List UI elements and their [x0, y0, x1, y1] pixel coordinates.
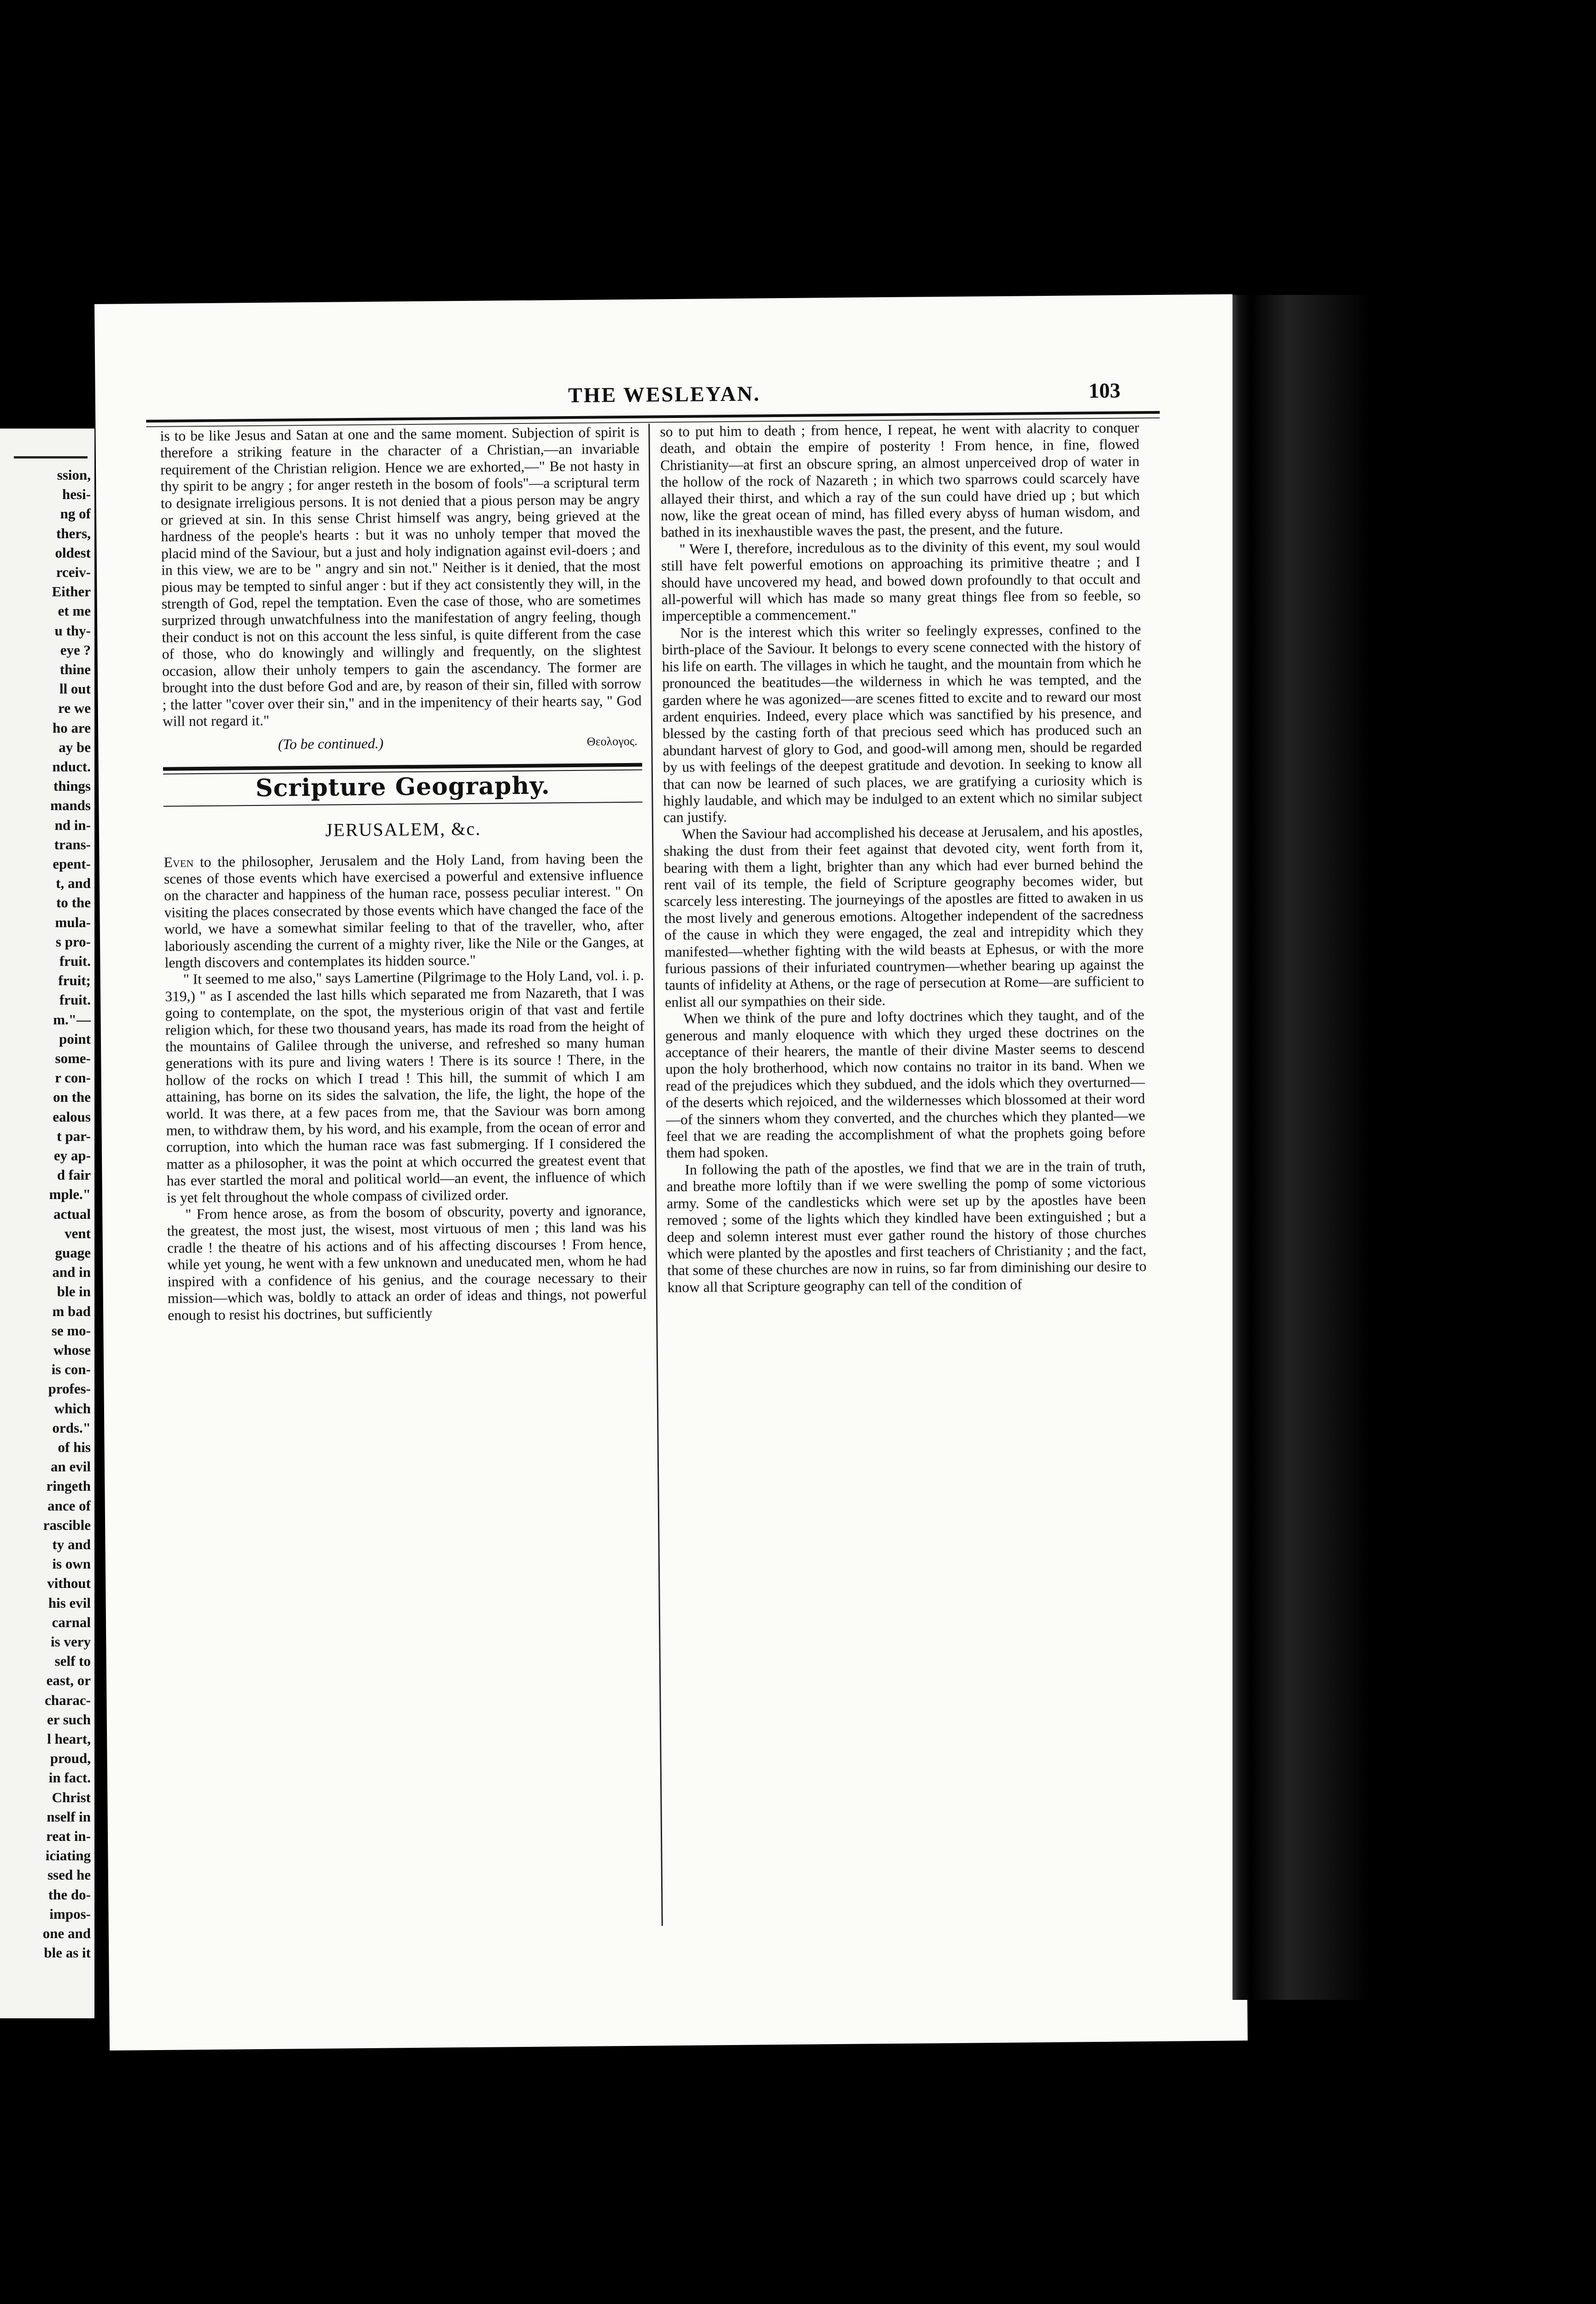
- facing-page-fragment: on the: [53, 1089, 91, 1105]
- right-column: [660, 419, 1146, 1296]
- facing-page-fragment: and in: [52, 1264, 91, 1281]
- facing-page-fragment: mula-: [55, 914, 91, 930]
- facing-page-fragment: m."—: [53, 1011, 91, 1028]
- article-paragraph: so to put him to death ; from hence, I repeat, he went with alacrity to conquer death, and obtain the empire of posterity ! From hence, in fine, flowed Christianity—at first an obscure spring, an almost unperceived drop of water in the hollow of the rock of Nazareth ; in which two sparrows could scarcely have allayed their thirst, and which a ray of the sun could have dried up ; but which now, like the great ocean of mind, has filled every abyss of human wisdom, and bathed in its inexhaustible waves the past, the present, and the future.: [660, 419, 1140, 541]
- running-title: THE WESLEYAN.: [568, 382, 761, 407]
- facing-page-fragment: mands: [50, 797, 91, 814]
- facing-page-fragment: one and: [42, 1925, 91, 1941]
- book-fore-edge: [1232, 295, 1398, 2000]
- facing-page-fragment: t par-: [57, 1128, 91, 1144]
- article-paragraph: In following the path of the apostles, we find that we are in the train of truth, and breathe more loftily than if we were swelling the pomp of some victorious army. Some of the candlesticks which were set up by the apostles have been removed ; some of the lights which they kindled have been extinguished ; but a deep and solemn interest must ever gather round the history of those churches which were planted by the apostles and first teachers of Christianity ; and the fact, that some of these churches are now in ruins, so far from diminishing our desire to know all that Scripture geography can tell of the condition of: [666, 1158, 1147, 1295]
- article-paragraph: " Were I, therefore, incredulous as to the divinity of this event, my soul would still have felt powerful emotions on approaching its primitive theatre ; and I should have uncovered my head, and bowed down profoundly to that occult and all-powerful will which has made so many great things flee from so feeble, so imperceptible a commencement.": [661, 537, 1141, 624]
- facing-page-fragment: whose: [53, 1342, 91, 1358]
- facing-page-fragment: iciating: [45, 1847, 91, 1864]
- facing-page-fragment: t, and: [56, 875, 91, 892]
- facing-page-fragment: se mo-: [51, 1322, 91, 1339]
- facing-page-fragment: ey ap-: [53, 1147, 91, 1164]
- facing-page-fragment: s pro-: [55, 933, 91, 950]
- facing-page-fragment: is very: [51, 1634, 91, 1650]
- facing-page-fragment: an evil: [51, 1458, 91, 1475]
- article-paragraph: When we think of the pure and lofty doctrines which they taught, and of the generous and manly eloquence with which they urged these doctrines on the acceptance of their hearers, the mantle of their divine Master seems to descend upon the holy brotherhood, which now contains no traitor in its band. When we read of the prejudices which they subdued, and the idols which they overturned—of the deserts which rejoiced, and the wildernesses which blossomed at their word—of the sinners whom they converted, and the churches which they planted—we feel that we are reading the accomplishment of what the prophets going before them had spoken.: [665, 1006, 1145, 1161]
- column-divider: [648, 423, 663, 1926]
- article-paragraph: " It seemed to me also," says Lamertine (Pilgrimage to the Holy Land, vol. i. p. 319,) " as I ascended the last hills which separated me from Nazareth, that I was going to contemplate, on the spot, the mysterious origin of that vast and fertile religion which, for these two thousand years, has made its road from the height of the mountains of Galilee through the universe, and refreshed so many human generations with its pure and living waters ! There is its source ! There, in the hollow of the rocks on which I tread ! This hill, the summit of which I am attaining, has borne on its sides the salvation, the life, the light, the hope of the world. It was there, at a few paces from me, that the Saviour was born among men, to withdraw them, by his word, and his example, from the ocean of error and corruption, into which the human race was fast submerging. If I considered the matter as a philosopher, it was the point at which occurred the greatest event that has ever startled the moral and political world—an event, the influence of which is yet felt throughout the whole compass of civilized order.: [164, 967, 646, 1206]
- facing-page-fragment: d fair: [57, 1167, 91, 1183]
- facing-page-fragment: charac-: [45, 1692, 91, 1708]
- facing-page-fragment: nself in: [47, 1808, 91, 1825]
- facing-page-fragment: profes-: [48, 1381, 91, 1397]
- facing-page-fragment: carnal: [52, 1614, 91, 1630]
- facing-page-fragment: oldest: [55, 544, 91, 561]
- facing-page-fragment: mple.": [49, 1186, 91, 1203]
- facing-page-fragment: ble in: [57, 1283, 91, 1300]
- facing-page-fragment: ance of: [47, 1497, 91, 1514]
- facing-page-fragment: nd in-: [54, 817, 91, 833]
- page-number: 103: [1088, 378, 1121, 403]
- facing-page-fragment: ll out: [59, 681, 91, 697]
- facing-page-fragment: rceiv-: [56, 564, 91, 580]
- article-paragraph-text: to the philosopher, Jerusalem and the Holy Land, from having been the scenes of those events which have exercised a powerful and extensive influence on the character and happiness of the human race, possess peculiar interest. " On visiting the places consecrated by those events which have changed the face of the world, we have a somewhat similar feeling to that of the traveller, who, after laboriously ascending the current of a mighty river, like the Nile or the Ganges, at length discovers and contemplates its hidden source.": [164, 850, 644, 971]
- facing-page-fragment: actual: [53, 1205, 91, 1222]
- continuation-line: [163, 733, 642, 754]
- newspaper-page: [94, 294, 1248, 2050]
- facing-page-fragment: some-: [55, 1050, 91, 1066]
- facing-page-fragment: l heart,: [47, 1731, 91, 1747]
- facing-page-fragment: trans-: [54, 836, 91, 852]
- facing-page-fragment: self to: [54, 1653, 91, 1669]
- facing-page-fragment: the do-: [48, 1886, 91, 1903]
- facing-page-fragment: ble as it: [44, 1945, 91, 1961]
- facing-page-rule: [14, 456, 88, 458]
- facing-page-fragment: impos-: [49, 1905, 91, 1922]
- facing-page-fragment: ringeth: [46, 1478, 91, 1494]
- left-column: [160, 424, 647, 1324]
- facing-page-fragment: epent-: [53, 856, 91, 872]
- facing-page-fragment: nduct.: [52, 758, 91, 775]
- facing-page-fragment: vent: [65, 1225, 91, 1241]
- facing-page-fragment: r con-: [55, 1070, 91, 1086]
- facing-page-fragment: vithout: [47, 1575, 91, 1592]
- facing-page-fragment: things: [53, 778, 91, 794]
- facing-page-fragment: ords.": [52, 1419, 91, 1436]
- facing-page-fragment: ealous: [53, 1108, 91, 1125]
- facing-page-fragment: er such: [47, 1711, 91, 1728]
- facing-page-fragment: ssed he: [47, 1867, 91, 1883]
- facing-page-fragment: is own: [52, 1556, 91, 1572]
- facing-page-fragment: hesi-: [62, 486, 91, 503]
- facing-page-fragment: ng of: [60, 505, 91, 522]
- facing-page-fragment: fruit;: [58, 972, 91, 989]
- article-paragraph: Nor is the interest which this writer so feelingly expresses, confined to the birth-place of the Saviour. It belongs to every scene connected with the history of his life on earth. The villages in which he taught, and the mountain from which he pronounced the beatitudes—the wilderness in which he was tempted, and the garden where he was agonized—are scenes fitted to excite and to reward our most ardent enquiries. Indeed, every place which was sanctified by his presence, and blessed by the casting forth of that precious seed which has produced such an abundant harvest of glory to God, and good-will among men, should be regarded by us with feelings of the deepest gratitude and devotion. In seeking to know all that can now be learned of such places, we are gratifying a curiosity which is highly laudable, and which may be indulged to an extent which no similar subject can justify.: [662, 621, 1143, 826]
- facing-page-fragment: point: [59, 1030, 91, 1047]
- facing-page-fragment: Christ: [52, 1789, 91, 1805]
- facing-page-fragment: in fact.: [48, 1769, 91, 1786]
- facing-page-fragment: is con-: [51, 1361, 91, 1378]
- body-paragraph: is to be like Jesus and Satan at one and the same moment. Subjection of spirit is therefore a striking feature in the character of a Christian,—an invariable requirement of the Christian religion. Hence we are exhorted,—" Be not hasty in thy spirit to be angry ; for anger resteth in the bosom of fools"—a scriptural term to designate irreligious persons. It is not denied that a pious person may be angry or grieved at sin. In this sense Christ himself was angry, being grieved at the hardness of the people's hearts : but it was no unholy temper that moved the placid mind of the Saviour, but a just and holy indignation against evil-doers ; and in this view, we are to be " angry and sin not." Neither is it denied, that the most pious may be tempted to sinful anger : but if they act consistently they will, in the strength of God, repel the temptation. Even the case of those, who are sometimes surprized through unwatchfulness into the manifestation of angry feeling, though their conduct is not on this account the less sinful, is quite different from the case of those, who do knowingly and willingly and frequently, on the slightest occasion, allow their unholy tempers to gain the ascendancy. The former are brought into the dust before God and are, by reason of their sin, filled with sorrow ; the latter "cover over their sin," and in the impenitency of their hearts say, " God will not regard it.": [160, 423, 642, 729]
- facing-page-fragment: which: [54, 1400, 91, 1416]
- section-heading: Scripture Geography.: [255, 771, 551, 802]
- facing-page-strip: [0, 429, 94, 2018]
- author-signature: Θεολογος.: [587, 735, 638, 749]
- to-be-continued: (To be continued.): [278, 735, 384, 752]
- page-header: [95, 377, 1234, 419]
- facing-page-fragment: eye ?: [60, 641, 91, 658]
- facing-page-fragment: re we: [58, 700, 91, 717]
- facing-page-fragment: ty and: [52, 1536, 91, 1552]
- facing-page-fragment: fruit.: [59, 953, 91, 969]
- facing-page-fragment: et me: [58, 603, 91, 619]
- facing-page-fragment: his evil: [48, 1594, 91, 1611]
- facing-page-fragment: thine: [59, 661, 91, 677]
- facing-page-fragment: m bad: [52, 1303, 91, 1319]
- article-paragraph: " From hence arose, as from the bosom of obscurity, poverty and ignorance, the greatest, the most just, the wisest, most virtuous of men ; this land was his cradle ! the theatre of his actions and of his affecting discourses ! From hence, while yet young, he went with a few unknown and uneducated men, whom he had inspired with a confidence of his genius, and the courage necessary to their mission—which was, boldly to attack an order of ideas and things, not powerful enough to resist his doctrines, but sufficiently: [167, 1202, 647, 1323]
- facing-page-fragment: ho are: [53, 719, 91, 736]
- drop-word: Even: [164, 853, 194, 870]
- facing-page-fragment: east, or: [46, 1672, 91, 1689]
- facing-page-fragment: guage: [55, 1245, 91, 1261]
- article-paragraph: When the Saviour had accomplished his decease at Jerusalem, and his apostles, shaking the dust from their feet against that devoted city, went forth from it, bearing with them a light, brighter than any which had ever burned behind the rent vail of its temple, the field of Scripture geography becomes wider, but scarcely less interesting. The journeyings of the apostles are fitted to awaken in us the most lively and generous emotions. Altogether independent of the sacredness of the cause in which they were engaged, the zeal and intrepidity which they manifested—whether fighting with the wild beasts at Ephesus, or with the more furious passions of their infuriated countrymen—whether bearing up against the taunts of infidelity at Athens, or the rage of persecution at Rome—are sufficient to enlist all our sympathies on their side.: [663, 822, 1144, 1011]
- article-paragraph: [164, 850, 644, 971]
- facing-page-fragment: Either: [52, 583, 91, 600]
- facing-page-fragment: u thy-: [54, 622, 91, 639]
- facing-page-fragment: proud,: [50, 1750, 91, 1767]
- section-heading-rule: [164, 802, 643, 807]
- facing-page-fragment: fruit.: [59, 992, 91, 1008]
- facing-page-fragment: thers,: [56, 525, 91, 541]
- facing-page-fragment: ssion,: [57, 467, 91, 483]
- article-title: JERUSALEM, &c.: [325, 818, 481, 840]
- facing-page-fragment: to the: [56, 894, 91, 911]
- facing-page-fragment: reat in-: [46, 1828, 91, 1844]
- facing-page-fragment: of his: [58, 1439, 91, 1455]
- facing-page-fragment: rascible: [43, 1516, 91, 1533]
- facing-page-fragment: ay be: [59, 739, 91, 755]
